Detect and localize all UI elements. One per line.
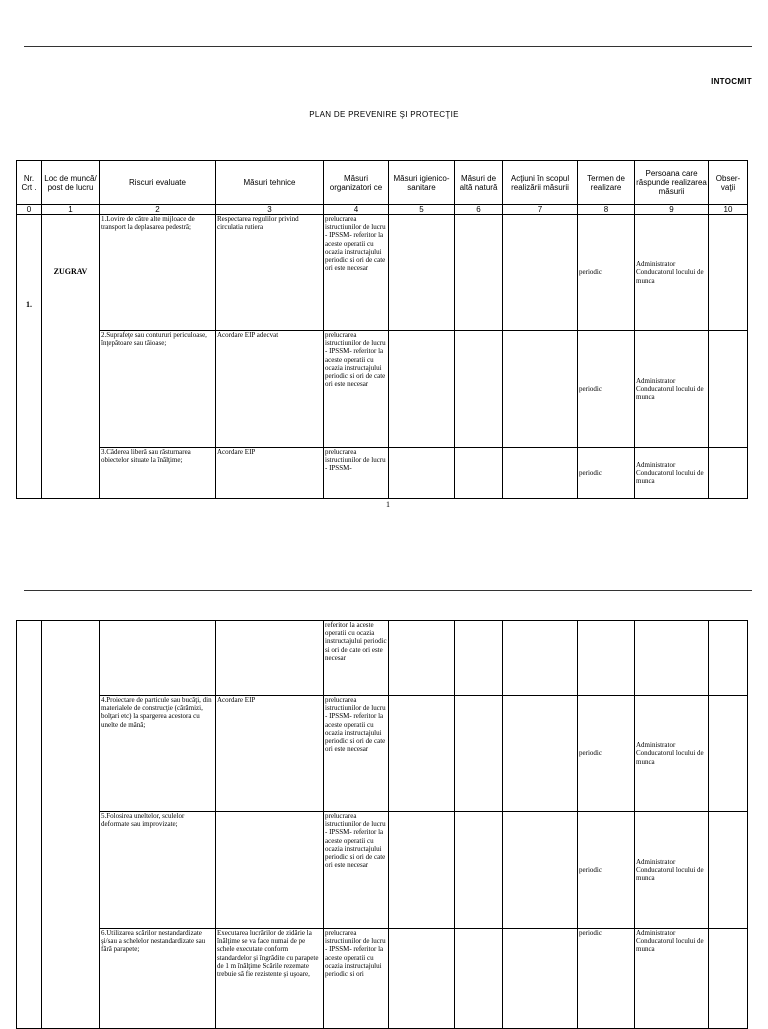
organizational-measure-cell: prelucrarea istructiunilor de lucru - IPSSM- referitor la aceste operatii cu ocazia instructajului periodic si ori de cate ori este necesar [324, 812, 389, 929]
organizational-measure-cell: referitor la aceste operatii cu ocazia instructajului periodic si ori de cate ori este necesar [324, 621, 389, 696]
col-header-organizatorice: Măsuri organizatori ce [324, 161, 389, 205]
term-cell [578, 621, 635, 696]
job-cell [42, 215, 100, 499]
column-number: 1 [42, 205, 100, 215]
responsible-cell: Administrator Conducatorul locului de munca [635, 929, 709, 1029]
other-measure-cell [455, 812, 503, 929]
table-row [17, 448, 748, 499]
job-cell [42, 621, 100, 1029]
column-number: 5 [389, 205, 455, 215]
other-measure-cell [455, 621, 503, 696]
organizational-measure-cell: prelucrarea istructiunilor de lucru - IPSSM- referitor la aceste operatii cu ocazia instructajului periodic si ori [324, 929, 389, 1029]
risk-cell [100, 621, 216, 696]
col-header-obs: Obser-vaţii [709, 161, 748, 205]
action-cell [503, 812, 578, 929]
responsible-cell [635, 621, 709, 696]
table-row [17, 929, 748, 1029]
header-row [17, 161, 748, 205]
col-header-igienico: Măsuri igienico-sanitare [389, 161, 455, 205]
responsible-cell: Administrator Conducatorul locului de munca [635, 215, 709, 331]
table-row [17, 215, 748, 331]
job-title: ZUGRAV [53, 267, 88, 276]
table-row [17, 696, 748, 812]
technical-measure-cell [216, 812, 324, 929]
hygiene-measure-cell [389, 696, 455, 812]
col-header-persoana: Persoana care răspunde realizarea măsurii [635, 161, 709, 205]
column-number: 3 [216, 205, 324, 215]
technical-measure-cell: Respectarea regulilor privind circulatia rutiera [216, 215, 324, 331]
organizational-measure-cell: prelucrarea istructiunilor de lucru - IPSSM- referitor la aceste operatii cu ocazia instructajului periodic si ori de cate ori este necesar [324, 331, 389, 448]
technical-measure-cell: Acordare EIP adecvat [216, 331, 324, 448]
hygiene-measure-cell [389, 331, 455, 448]
other-measure-cell [455, 331, 503, 448]
column-number: 8 [578, 205, 635, 215]
observation-cell [709, 215, 748, 331]
column-number: 6 [455, 205, 503, 215]
risk-cell: 3.Căderea liberă sau răsturnarea obiectelor situate la înălţime; [100, 448, 216, 499]
table-row [17, 621, 748, 696]
other-measure-cell [455, 696, 503, 812]
row-number-cell [17, 215, 42, 499]
row-number: 1. [26, 300, 32, 309]
technical-measure-cell: Executarea lucrărilor de zidărie la înălţime se va face numai de pe schele executate conform standardelor şi îngrădite cu parapete de 1 m înălţime Scările rezemate trebuie să fie rezistente şi uşoare, [216, 929, 324, 1029]
column-number: 7 [503, 205, 578, 215]
term-cell: periodic [578, 696, 635, 812]
intocmit-label: INTOCMIT [711, 77, 752, 86]
technical-measure-cell: Acordare EIP [216, 448, 324, 499]
col-header-riscuri: Riscuri evaluate [100, 161, 216, 205]
col-header-termen: Termen de realizare [578, 161, 635, 205]
observation-cell [709, 621, 748, 696]
responsible-cell: Administrator Conducatorul locului de munca [635, 331, 709, 448]
col-header-tehnice: Măsuri tehnice [216, 161, 324, 205]
observation-cell [709, 812, 748, 929]
risk-cell: 6.Utilizarea scărilor nestandardizate şi/sau a schelelor nestandardizate sau fără parapete; [100, 929, 216, 1029]
action-cell [503, 696, 578, 812]
observation-cell [709, 696, 748, 812]
organizational-measure-cell: prelucrarea istructiunilor de lucru - IPSSM- referitor la aceste operatii cu ocazia instructajului periodic si ori de cate ori este necesar [324, 696, 389, 812]
observation-cell [709, 448, 748, 499]
column-number-row [17, 205, 748, 215]
hygiene-measure-cell [389, 812, 455, 929]
observation-cell [709, 331, 748, 448]
observation-cell [709, 929, 748, 1029]
table-row [17, 331, 748, 448]
action-cell [503, 215, 578, 331]
table-row [17, 812, 748, 929]
risk-cell: 5.Folosirea uneltelor, sculelor deformate sau improvizate; [100, 812, 216, 929]
technical-measure-cell: Acordare EIP [216, 696, 324, 812]
hygiene-measure-cell [389, 621, 455, 696]
other-measure-cell [455, 448, 503, 499]
hygiene-measure-cell [389, 448, 455, 499]
responsible-cell: Administrator Conducatorul locului de munca [635, 812, 709, 929]
responsible-cell: Administrator Conducatorul locului de munca [635, 696, 709, 812]
risk-cell: 4.Proiectare de particule sau bucăţi, din materialele de construcţie (cărămizi, bolţari etc) la spargerea acestora cu unelte de mână; [100, 696, 216, 812]
page-title: PLAN DE PREVENIRE ŞI PROTECŢIE [309, 110, 459, 119]
hygiene-measure-cell [389, 215, 455, 331]
risk-cell: 2.Suprafeţe sau contururi periculoase, înţepătoare sau tăioase; [100, 331, 216, 448]
page2-top-rule [24, 590, 752, 591]
organizational-measure-cell: prelucrarea istructiunilor de lucru - IPSSM- referitor la aceste operatii cu ocazia instructajului periodic si ori de cate ori este necesar [324, 215, 389, 331]
page1-top-rule [24, 46, 752, 47]
col-header-alta: Măsuri de altă natură [455, 161, 503, 205]
column-number: 0 [17, 205, 42, 215]
col-header-nr: Nr. Crt . [17, 161, 42, 205]
plan-table-page1 [16, 160, 748, 499]
term-cell: periodic [578, 448, 635, 499]
action-cell [503, 929, 578, 1029]
column-number: 10 [709, 205, 748, 215]
action-cell [503, 331, 578, 448]
term-cell: periodic [578, 929, 635, 1029]
term-cell: periodic [578, 812, 635, 929]
organizational-measure-cell: prelucrarea istructiunilor de lucru - IPSSM- [324, 448, 389, 499]
responsible-cell: Administrator Conducatorul locului de munca [635, 448, 709, 499]
col-header-loc: Loc de muncă/ post de lucru [42, 161, 100, 205]
other-measure-cell [455, 929, 503, 1029]
row-number-cell [17, 621, 42, 1029]
column-number: 9 [635, 205, 709, 215]
action-cell [503, 621, 578, 696]
risk-cell: 1.Lovire de către alte mijloace de transport la deplasarea pedestră; [100, 215, 216, 331]
term-cell: periodic [578, 215, 635, 331]
column-number: 4 [324, 205, 389, 215]
page-number: 1 [386, 500, 390, 509]
hygiene-measure-cell [389, 929, 455, 1029]
col-header-actiuni: Acţiuni în scopul realizării măsurii [503, 161, 578, 205]
plan-table-page2 [16, 620, 748, 1029]
technical-measure-cell [216, 621, 324, 696]
other-measure-cell [455, 215, 503, 331]
term-cell: periodic [578, 331, 635, 448]
action-cell [503, 448, 578, 499]
column-number: 2 [100, 205, 216, 215]
